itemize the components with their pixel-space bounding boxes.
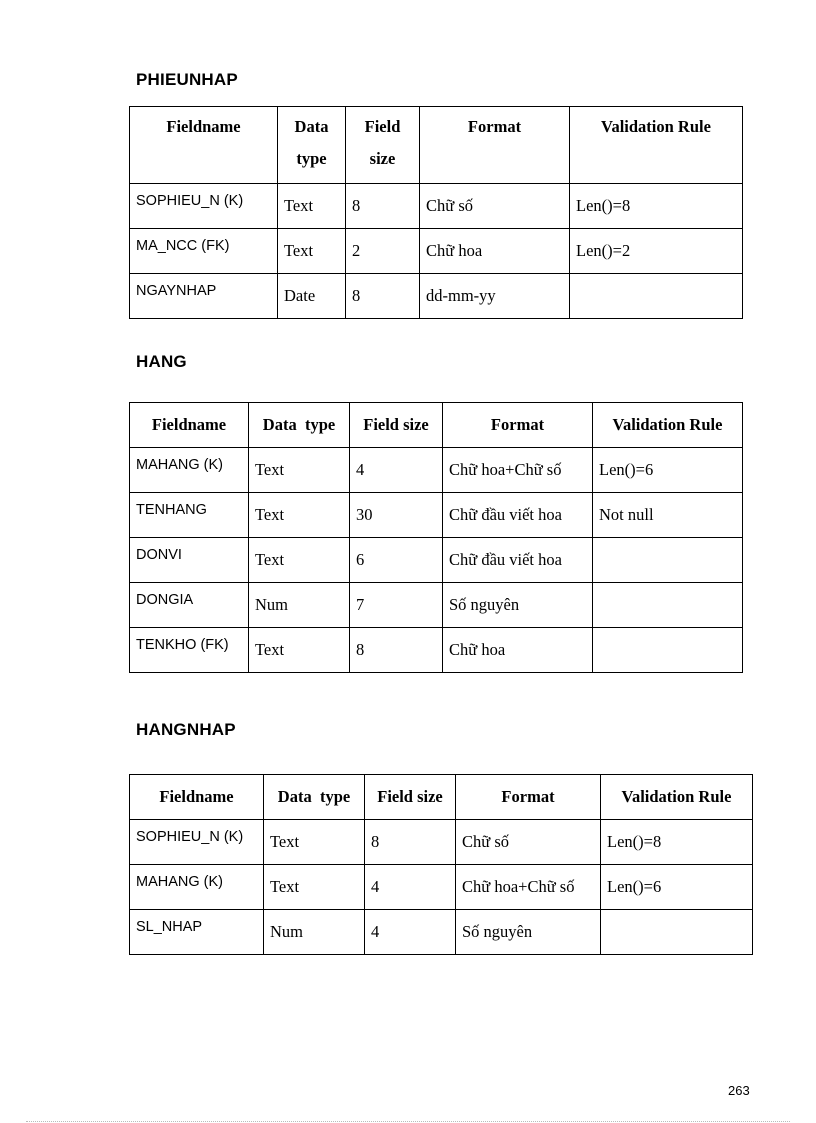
cell-validation-rule: Len()=6 [593,448,743,493]
cell-validation-rule: Len()=6 [601,865,753,910]
cell-field-size: 4 [365,910,456,955]
cell-data-type: Text [264,820,365,865]
cell-fieldname: TENHANG [130,493,249,538]
cell-format: Số nguyên [443,583,593,628]
cell-format: Chữ đầu viết hoa [443,493,593,538]
table-row [130,184,743,229]
header-fieldname: Fieldname [130,775,264,820]
table-title-hang: HANG [136,352,187,371]
cell-fieldname: DONVI [130,538,249,583]
table-row [130,583,743,628]
cell-data-type: Text [249,493,350,538]
table-hangnhap [129,774,753,955]
cell-data-type: Text [249,628,350,673]
header-field-size: Field size [365,775,456,820]
cell-field-size: 30 [350,493,443,538]
cell-format: Chữ hoa [443,628,593,673]
cell-validation-rule: Not null [593,493,743,538]
cell-data-type: Text [278,229,346,274]
cell-validation-rule: Len()=8 [601,820,753,865]
table-row [130,538,743,583]
cell-validation-rule [601,910,753,955]
cell-data-type: Text [249,448,350,493]
header-data-type: Data type [278,107,346,184]
cell-format: Chữ đầu viết hoa [443,538,593,583]
cell-field-size: 6 [350,538,443,583]
cell-data-type: Num [264,910,365,955]
cell-data-type: Text [249,538,350,583]
cell-format: Chữ số [420,184,570,229]
header-field-size: Field size [346,107,420,184]
table-title-hangnhap: HANGNHAP [136,720,236,739]
cell-fieldname: MA_NCC (FK) [130,229,278,274]
cell-fieldname: MAHANG (K) [130,448,249,493]
cell-field-size: 7 [350,583,443,628]
table-title-phieunhap: PHIEUNHAP [136,70,238,89]
cell-format: Chữ số [456,820,601,865]
cell-fieldname: DONGIA [130,583,249,628]
header-data-type: Data type [264,775,365,820]
cell-validation-rule [570,274,743,319]
table-row [130,820,753,865]
cell-field-size: 8 [346,274,420,319]
table-hang [129,402,743,673]
cell-validation-rule: Len()=8 [570,184,743,229]
cell-validation-rule [593,583,743,628]
header-data-type: Data type [249,403,350,448]
header-validation-rule: Validation Rule [593,403,743,448]
table-phieunhap [129,106,743,319]
cell-data-type: Text [264,865,365,910]
header-field-size: Field size [350,403,443,448]
table-row [130,628,743,673]
cell-field-size: 4 [365,865,456,910]
cell-fieldname: NGAYNHAP [130,274,278,319]
cell-validation-rule: Len()=2 [570,229,743,274]
cell-validation-rule [593,538,743,583]
cell-format: Chữ hoa [420,229,570,274]
header-validation-rule: Validation Rule [601,775,753,820]
cell-field-size: 2 [346,229,420,274]
table-row [130,229,743,274]
header-fieldname: Fieldname [130,107,278,184]
header-validation-rule: Validation Rule [570,107,743,184]
page-number: 263 [728,1083,750,1098]
cell-format: Số nguyên [456,910,601,955]
header-format: Format [456,775,601,820]
cell-format: Chữ hoa+Chữ số [443,448,593,493]
header-format: Format [420,107,570,184]
cell-validation-rule [593,628,743,673]
footer-divider [26,1121,790,1122]
header-fieldname: Fieldname [130,403,249,448]
table-row [130,493,743,538]
cell-fieldname: SL_NHAP [130,910,264,955]
cell-format: Chữ hoa+Chữ số [456,865,601,910]
table-row [130,448,743,493]
cell-format: dd-mm-yy [420,274,570,319]
header-format: Format [443,403,593,448]
cell-fieldname: TENKHO (FK) [130,628,249,673]
cell-field-size: 8 [346,184,420,229]
table-row [130,274,743,319]
cell-fieldname: SOPHIEU_N (K) [130,820,264,865]
cell-fieldname: MAHANG (K) [130,865,264,910]
table-row [130,865,753,910]
cell-fieldname: SOPHIEU_N (K) [130,184,278,229]
cell-data-type: Num [249,583,350,628]
cell-data-type: Date [278,274,346,319]
cell-field-size: 8 [350,628,443,673]
cell-data-type: Text [278,184,346,229]
table-row [130,910,753,955]
cell-field-size: 8 [365,820,456,865]
cell-field-size: 4 [350,448,443,493]
